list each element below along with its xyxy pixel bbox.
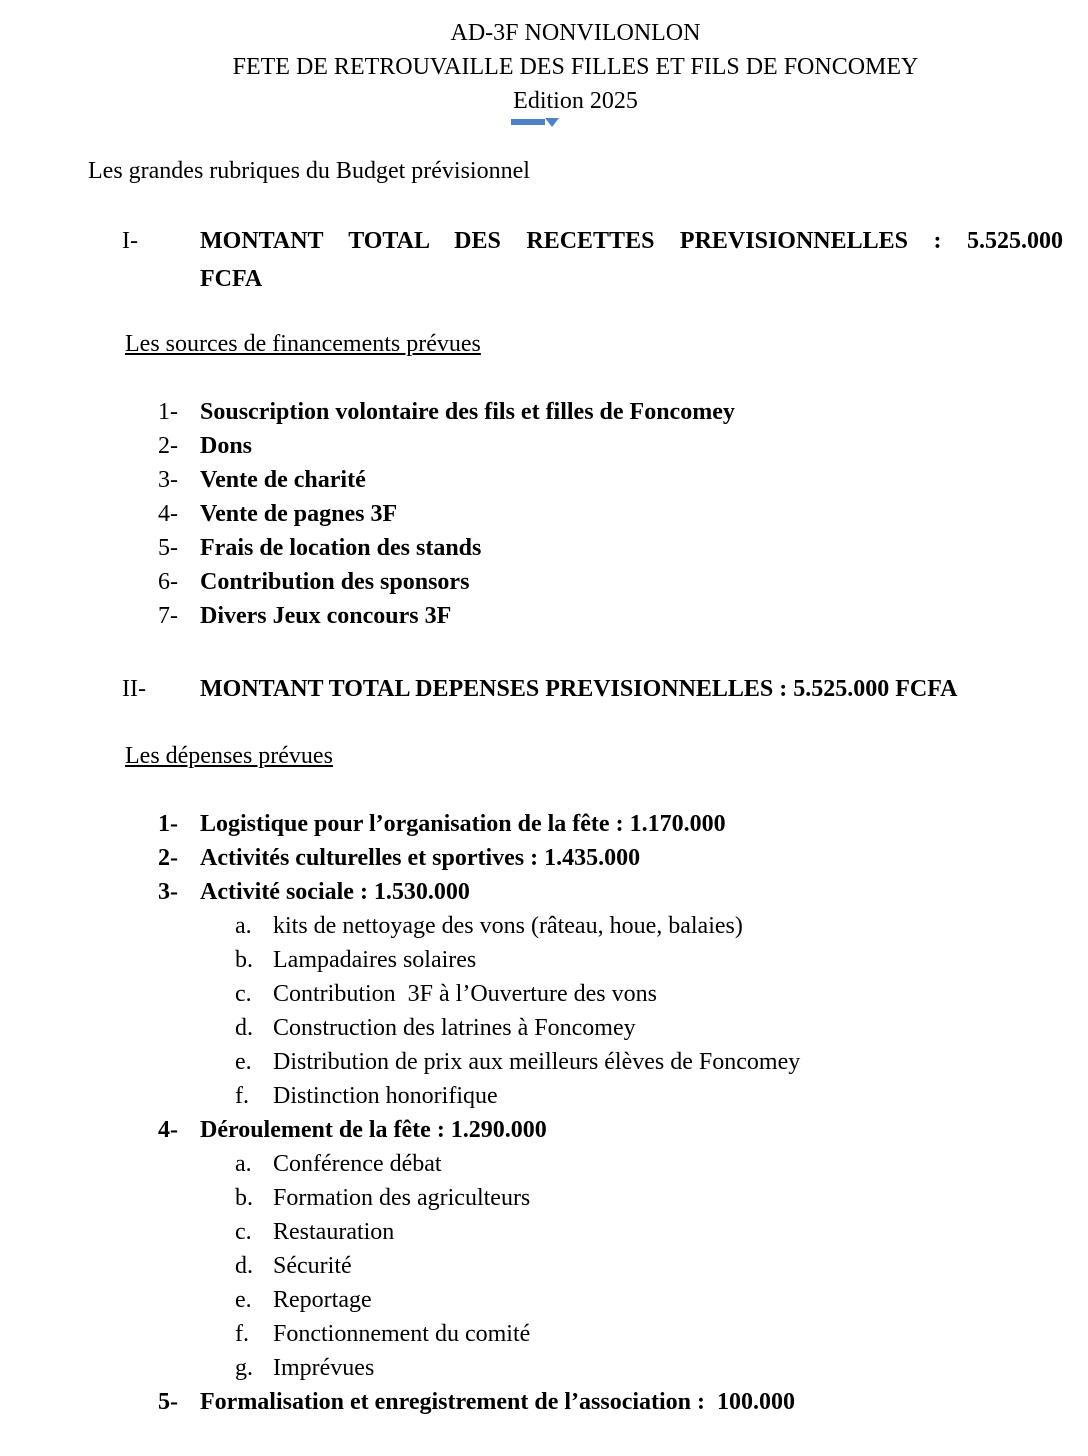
list-item bbox=[158, 497, 1088, 531]
list-item bbox=[158, 429, 1088, 463]
section1-heading bbox=[122, 222, 1063, 298]
doc-title-line-3: Edition 2025 bbox=[513, 88, 638, 114]
sub-item-letter: c. bbox=[235, 1219, 252, 1245]
sub-item-text: Formation des agriculteurs bbox=[273, 1185, 531, 1211]
list-item-number: 4- bbox=[158, 501, 178, 527]
list-item-number: 7- bbox=[158, 603, 178, 629]
section1-heading-line1: MONTANT TOTAL DES RECETTES PREVISIONNELLES : 5.525.000 bbox=[200, 228, 1063, 254]
list-item-text: Formalisation et enregistrement de l’association : 100.000 bbox=[200, 1389, 796, 1415]
list-item bbox=[158, 463, 1088, 497]
sub-item-letter: a. bbox=[235, 1151, 252, 1177]
sub-item-letter: f. bbox=[235, 1083, 249, 1109]
list-item-text: Activités culturelles et sportives : 1.435.000 bbox=[200, 845, 641, 871]
list-item-text: Activité sociale : 1.530.000 bbox=[200, 879, 470, 905]
list-item bbox=[158, 841, 1088, 875]
sub-item-text: Distinction honorifique bbox=[273, 1083, 498, 1109]
list-item-text: Déroulement de la fête : 1.290.000 bbox=[200, 1117, 547, 1143]
list-item bbox=[158, 807, 1088, 841]
sub-item-letter: g. bbox=[235, 1355, 253, 1381]
list-item-number: 3- bbox=[158, 467, 178, 493]
list-item-text: Vente de charité bbox=[200, 467, 366, 493]
sub-list-item bbox=[235, 1181, 1088, 1215]
list-item-number: 2- bbox=[158, 845, 178, 871]
sub-list-item bbox=[235, 1317, 1088, 1351]
list-item-text: Vente de pagnes 3F bbox=[200, 501, 398, 527]
list-item bbox=[158, 1385, 1088, 1419]
collaboration-cursor-bar bbox=[511, 119, 545, 125]
sub-list-item bbox=[235, 1249, 1088, 1283]
sub-item-text: Sécurité bbox=[273, 1253, 352, 1279]
sub-item-text: Contribution 3F à l’Ouverture des vons bbox=[273, 981, 657, 1007]
list-item-number: 1- bbox=[158, 399, 178, 425]
collaboration-cursor-caret-icon[interactable] bbox=[545, 118, 559, 127]
list-item-number: 2- bbox=[158, 433, 178, 459]
title-block bbox=[88, 16, 1063, 118]
list-item bbox=[158, 531, 1088, 565]
sub-item-text: Distribution de prix aux meilleurs élèves de Foncomey bbox=[273, 1049, 801, 1075]
sub-list-item bbox=[235, 1215, 1088, 1249]
list-item-text: Divers Jeux concours 3F bbox=[200, 603, 452, 629]
sub-item-letter: b. bbox=[235, 947, 253, 973]
list-item bbox=[158, 599, 1088, 633]
section1-numeral: I- bbox=[122, 228, 138, 254]
list-item-text: Souscription volontaire des fils et filles de Foncomey bbox=[200, 399, 735, 425]
section2-heading-text: MONTANT TOTAL DEPENSES PREVISIONNELLES : 5.525.000 FCFA bbox=[200, 676, 958, 702]
sub-item-text: Restauration bbox=[273, 1219, 395, 1245]
sub-item-text: Conférence débat bbox=[273, 1151, 442, 1177]
list-item-number: 4- bbox=[158, 1117, 178, 1143]
intro-line: Les grandes rubriques du Budget prévisionnel bbox=[88, 158, 530, 184]
sub-item-letter: c. bbox=[235, 981, 252, 1007]
sub-item-text: Lampadaires solaires bbox=[273, 947, 477, 973]
list-item-number: 1- bbox=[158, 811, 178, 837]
list-item-number: 5- bbox=[158, 1389, 178, 1415]
section1-subheading: Les sources de financements prévues bbox=[125, 331, 481, 357]
list-item-text: Contribution des sponsors bbox=[200, 569, 470, 595]
sub-item-letter: d. bbox=[235, 1253, 253, 1279]
sub-item-text: Fonctionnement du comité bbox=[273, 1321, 531, 1347]
section2-subheading: Les dépenses prévues bbox=[125, 743, 333, 769]
sub-item-letter: b. bbox=[235, 1185, 253, 1211]
sub-item-text: kits de nettoyage des vons (râteau, houe, balaies) bbox=[273, 913, 743, 939]
sub-list-item bbox=[235, 1351, 1088, 1385]
list-item-number: 6- bbox=[158, 569, 178, 595]
sub-list-item bbox=[235, 943, 1088, 977]
sub-item-letter: a. bbox=[235, 913, 252, 939]
sub-item-letter: e. bbox=[235, 1049, 252, 1075]
section2-heading bbox=[122, 670, 1063, 708]
sub-list-item bbox=[235, 1079, 1088, 1113]
list-item-number: 5- bbox=[158, 535, 178, 561]
list-item-text: Logistique pour l’organisation de la fête : 1.170.000 bbox=[200, 811, 726, 837]
sub-list-item bbox=[235, 1147, 1088, 1181]
sub-list-item bbox=[235, 1045, 1088, 1079]
sources-list bbox=[0, 395, 1088, 633]
doc-title-line-2: FETE DE RETROUVAILLE DES FILLES ET FILS DE FONCOMEY bbox=[232, 54, 919, 80]
sub-item-letter: d. bbox=[235, 1015, 253, 1041]
list-item-text: Frais de location des stands bbox=[200, 535, 482, 561]
sub-list-item bbox=[235, 1283, 1088, 1317]
list-item bbox=[158, 1113, 1088, 1147]
list-item bbox=[158, 565, 1088, 599]
list-item bbox=[158, 395, 1088, 429]
sub-list-item bbox=[235, 909, 1088, 943]
sub-item-text: Imprévues bbox=[273, 1355, 375, 1381]
sub-item-letter: e. bbox=[235, 1287, 252, 1313]
expenses-list bbox=[0, 807, 1088, 1419]
sub-item-text: Reportage bbox=[273, 1287, 372, 1313]
sub-item-text: Construction des latrines à Foncomey bbox=[273, 1015, 636, 1041]
sub-list-item bbox=[235, 1011, 1088, 1045]
section1-heading-line2: FCFA bbox=[200, 266, 263, 292]
doc-title-line-1: AD-3F NONVILONLON bbox=[450, 20, 701, 46]
sub-list-item bbox=[235, 977, 1088, 1011]
list-item-number: 3- bbox=[158, 879, 178, 905]
list-item-text: Dons bbox=[200, 433, 253, 459]
section2-numeral: II- bbox=[122, 676, 146, 702]
list-item bbox=[158, 875, 1088, 909]
sub-item-letter: f. bbox=[235, 1321, 249, 1347]
